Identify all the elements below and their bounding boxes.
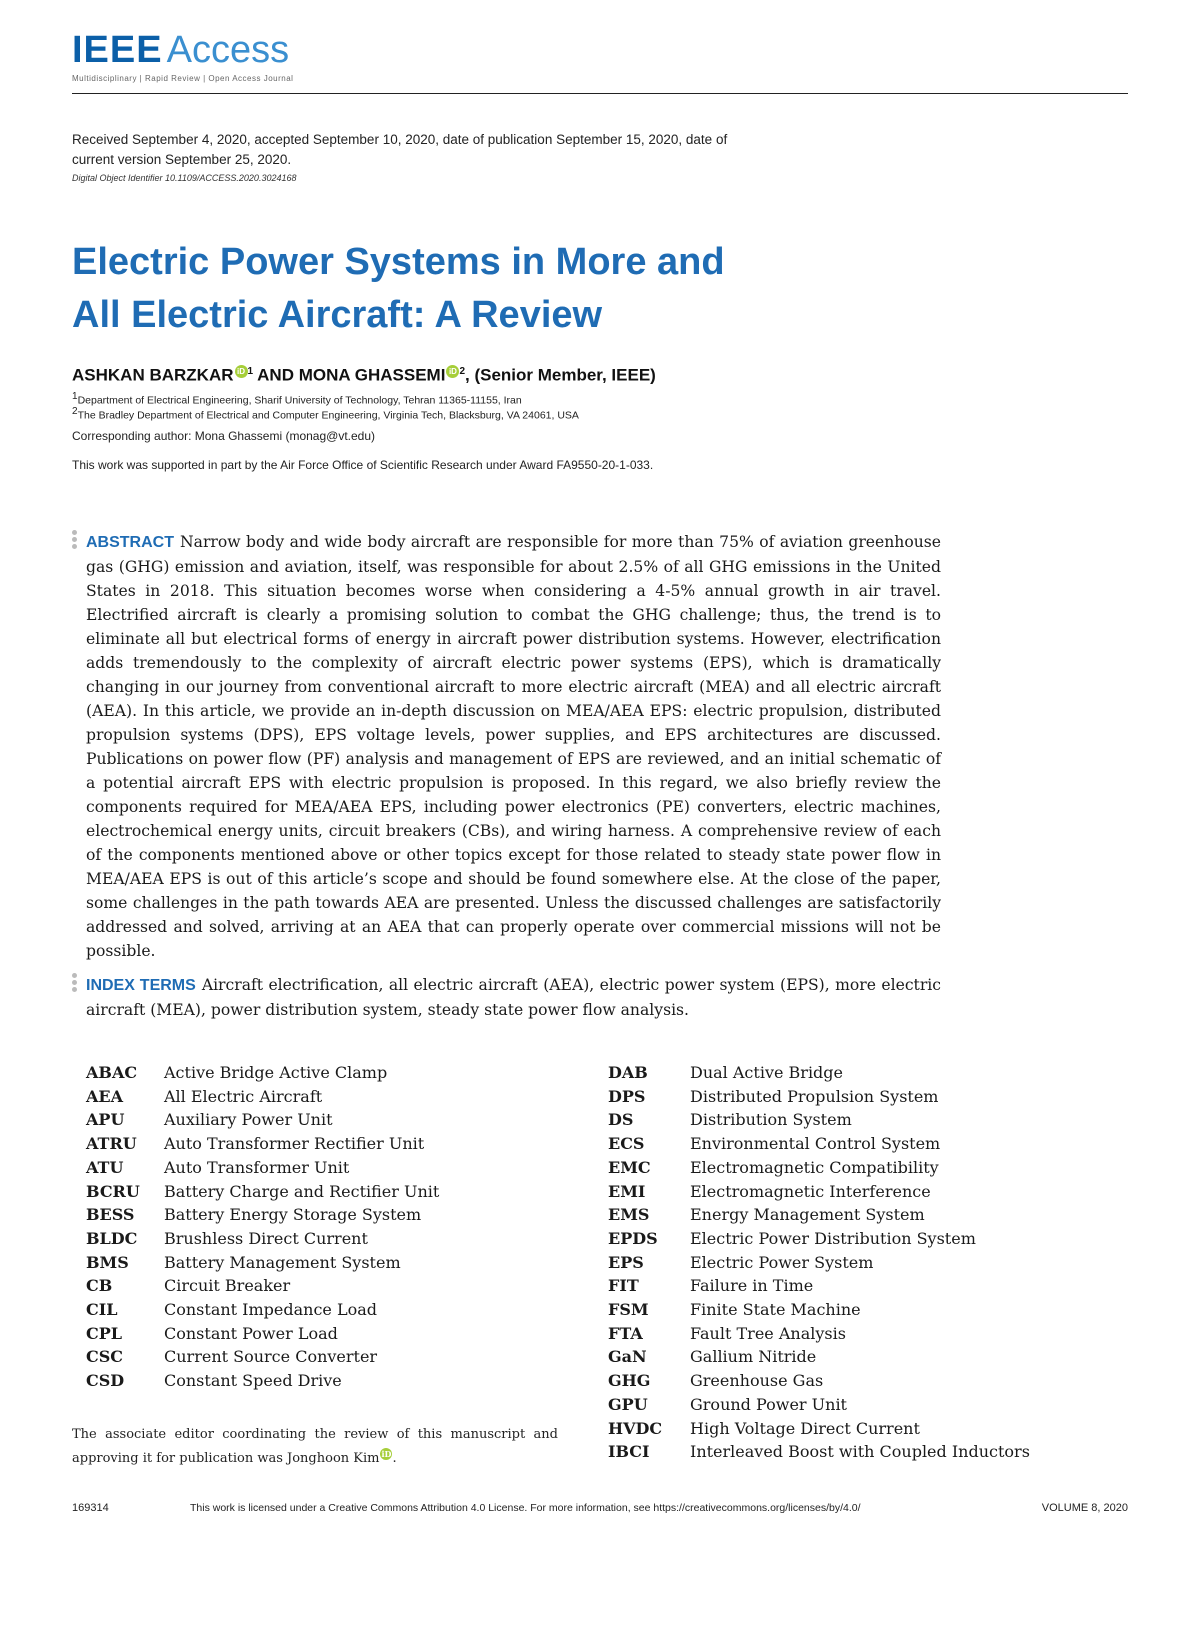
abbreviation-row [86,1061,439,1085]
abbreviation-definition: Electromagnetic Interference [690,1181,931,1201]
abbreviation-key: GHG [608,1371,651,1391]
abbreviation-key: EMS [608,1205,650,1225]
abbreviation-definition: Failure in Time [690,1276,814,1296]
abstract-text: Narrow body and wide body aircraft are responsible for more than 75% of aviation greenhouse gas (GHG) emission and aviation, itself, was responsible for about 2.5% of all GHG emissions in the United States in 2018. This situation becomes worse when considering a 4-5% annual growth in air travel. Electrified aircraft is clearly a promising solution to combat the GHG challenge; thus, the trend is to eliminate all but electrical forms of energy in aircraft power distribution systems. However, electrification adds tremendously to the complexity of aircraft electric power systems (EPS), which is dramatically changing in our journey from conventional aircraft to more electric aircraft (MEA) and all electric aircraft (AEA). In this article, we provide an in-depth discussion on MEA/AEA EPS: electric propulsion, distributed propulsion systems (DPS), EPS voltage levels, power supplies, and EPS architectures are discussed. Publications on power flow (PF) analysis and management of EPS are reviewed, and an initial schematic of a potential aircraft EPS with electric propulsion is proposed. In this regard, we also briefly review the components required for MEA/AEA EPS, including power electronics (PE) converters, electric machines, electrochemical energy units, circuit breakers (CBs), and wiring harness. A comprehensive review of each of the components mentioned above or other topics except for those related to steady state power flow in MEA/AEA EPS is out of this article’s scope and should be found somewhere else. At the close of the paper, some challenges in the path towards AEA are presented. Unless the discussed challenges are satisfactorily addressed and solved, arriving at an AEA that can properly operate over commercial missions will not be possible. [86,533,941,960]
author-joiner: AND [253,365,299,385]
journal-logo [72,30,293,70]
abbreviation-definition: Energy Management System [690,1205,925,1225]
author-1-affiliation-mark: 1 [247,366,254,377]
orcid-icon[interactable]: iD [446,365,459,378]
abbreviation-row [86,1345,439,1369]
author-2-affiliation-mark: 2 [459,366,465,377]
affiliation-2: $^2$The Bradley Department of Electrical and Computer Engineering, Virginia Tech, Blacksburg, VA 24061, USA [72,406,579,422]
corresponding-author: Corresponding author: Mona Ghassemi (monag@vt.edu) [72,429,375,443]
abbreviation-definition: Auxiliary Power Unit [164,1110,333,1130]
abbreviation-definition: Battery Energy Storage System [164,1205,422,1225]
abbreviation-definition: Gallium Nitride [690,1347,817,1367]
abbreviation-definition: Fault Tree Analysis [690,1323,846,1343]
abbreviation-row [608,1274,1030,1298]
index-terms-text: Aircraft electrification, all electric aircraft (AEA), electric power system (EPS), more electric aircraft (MEA), power distribution system, steady state power flow analysis. [86,976,942,1019]
paper-title [72,236,832,342]
abbreviation-definition: Circuit Breaker [164,1276,291,1296]
funding-note: This work was supported in part by the Air Force Office of Scientific Research under Award FA9550-20-1-033. [72,458,654,472]
abbreviation-key: DS [608,1110,634,1130]
abbreviation-definition: Constant Speed Drive [164,1371,342,1391]
abbreviation-definition: Distribution System [690,1110,852,1130]
header-rule [72,93,1128,94]
abbreviation-row [86,1227,439,1251]
abbreviation-definition: Auto Transformer Rectifier Unit [164,1134,425,1154]
abbreviation-row [86,1298,439,1322]
abbreviation-definition: Constant Impedance Load [164,1300,378,1320]
abstract-label: ABSTRACT [86,534,174,551]
abbreviation-row [608,1203,1030,1227]
abbreviation-definition: Environmental Control System [690,1134,941,1154]
doi[interactable]: Digital Object Identifier 10.1109/ACCESS.2020.3024168 [72,173,297,183]
index-terms [86,973,941,1022]
abbreviation-row [608,1227,1030,1251]
abbreviation-row [608,1156,1030,1180]
abbreviation-key: EPS [608,1252,644,1272]
abbreviation-key: CIL [86,1300,118,1320]
abbreviation-definition: Electromagnetic Compatibility [690,1157,939,1177]
abbreviation-definition: Distributed Propulsion System [690,1086,939,1106]
abbreviation-definition: Dual Active Bridge [690,1063,844,1082]
logo-access: Access [166,29,290,71]
volume-label: VOLUME 8, 2020 [1041,1502,1128,1514]
abbreviation-row [608,1061,1030,1085]
abbreviation-definition: Active Bridge Active Clamp [164,1063,388,1082]
abbreviation-key: FIT [608,1276,639,1296]
section-marker-icon [72,973,78,994]
abbreviation-key: HVDC [608,1418,663,1438]
abbreviation-row [86,1322,439,1346]
abbreviation-row [608,1345,1030,1369]
abbreviation-definition: Brushless Direct Current [164,1228,368,1248]
journal-tagline: Multidisciplinary | Rapid Review | Open Access Journal [72,74,294,83]
abbreviation-row [86,1180,439,1204]
abbreviation-row [86,1108,439,1132]
abbreviation-definition: All Electric Aircraft [164,1086,323,1106]
author-line [72,365,656,386]
author-1: ASHKAN BARZKAR [72,365,234,385]
abbreviation-key: BCRU [86,1181,140,1201]
affiliation-1: $^1$Department of Electrical Engineering, Sharif University of Technology, Tehran 11365-11155, Iran [72,391,522,407]
abbreviation-row [86,1369,439,1393]
orcid-icon[interactable]: iD [381,1448,392,1459]
abbreviation-definition: Battery Charge and Rectifier Unit [164,1181,440,1201]
abbreviation-row [86,1156,439,1180]
abbreviation-row [608,1440,1030,1464]
abbreviation-key: BESS [86,1205,135,1225]
author-membership: , (Senior Member, IEEE) [465,365,656,385]
editor-note: The associate editor coordinating the review of this manuscript and approving it for publication was Jonghoon Kim iD. [72,1427,558,1466]
abbreviation-row [608,1322,1030,1346]
abbreviation-key: APU [86,1110,125,1130]
abbreviation-row [608,1251,1030,1275]
index-terms-label: INDEX TERMS [86,977,196,994]
abbreviation-key: ABAC [86,1063,138,1082]
abbreviations-right-column [608,1061,1030,1464]
author-2: MONA GHASSEMI [298,365,446,385]
abbreviation-key: CSC [86,1347,124,1367]
orcid-icon[interactable]: iD [235,365,248,378]
abbreviation-key: CB [86,1276,113,1296]
abbreviation-key: GPU [608,1394,648,1414]
section-marker-icon [72,530,78,551]
abbreviation-key: CSD [86,1371,125,1391]
received-dates: Received September 4, 2020, accepted September 10, 2020, date of publication September 15, 2020, date of current version September 25, 2020. [72,132,728,167]
abbreviation-key: DAB [608,1063,648,1082]
abbreviation-definition: Electric Power Distribution System [690,1228,976,1248]
journal-masthead [72,30,293,83]
abbreviation-key: ECS [608,1134,645,1154]
logo-ieee: IEEE [72,29,163,71]
license-note[interactable]: This work is licensed under a Creative Commons Attribution 4.0 License. For more information, see https://creativecommons.org/licenses/by/4.0/ [190,1502,861,1514]
abstract [86,530,941,963]
abbreviation-key: ATRU [86,1134,137,1154]
abbreviation-row [608,1369,1030,1393]
abbreviation-definition: Electric Power System [690,1252,874,1272]
abbreviation-key: AEA [86,1086,124,1106]
abbreviation-key: BLDC [86,1228,138,1248]
abbreviation-key: IBCI [608,1442,650,1462]
abbreviation-key: ATU [86,1157,124,1177]
abbreviation-definition: Greenhouse Gas [690,1371,824,1391]
abbreviation-row [86,1132,439,1156]
title-line-2: All Electric Aircraft: A Review [72,294,603,336]
abbreviation-definition: Auto Transformer Unit [164,1157,350,1177]
abbreviation-row [608,1085,1030,1109]
abbreviation-definition: Ground Power Unit [690,1394,847,1414]
abbreviation-definition: Current Source Converter [164,1347,378,1367]
abbreviation-key: FSM [608,1300,649,1320]
abbreviation-definition: Battery Management System [164,1252,401,1272]
abbreviation-row [608,1132,1030,1156]
page-number: 169314 [72,1502,109,1514]
abbreviation-row [608,1417,1030,1441]
abbreviation-definition: Finite State Machine [690,1300,861,1320]
abbreviation-row [86,1203,439,1227]
abbreviation-definition: High Voltage Direct Current [690,1418,920,1438]
abbreviation-key: EMC [608,1157,651,1177]
abbreviation-key: FTA [608,1323,643,1343]
abbreviation-row [86,1085,439,1109]
abbreviation-key: EPDS [608,1228,658,1248]
abbreviation-row [86,1251,439,1275]
editor-note-text: The associate editor coordinating the review of this manuscript and approving it for publication was Jonghoon Kim [72,1427,558,1466]
abbreviation-key: EMI [608,1181,646,1201]
title-line-1: Electric Power Systems in More and [72,241,725,283]
abbreviation-row [86,1274,439,1298]
abbreviation-row [608,1393,1030,1417]
abbreviation-key: DPS [608,1086,646,1106]
abbreviation-key: BMS [86,1252,129,1272]
abbreviations-left-column [86,1061,439,1393]
abbreviation-row [608,1180,1030,1204]
abbreviation-row [608,1108,1030,1132]
abbreviation-key: GaN [608,1347,647,1367]
abbreviation-definition: Constant Power Load [164,1323,338,1343]
abbreviation-row [608,1298,1030,1322]
abbreviation-key: CPL [86,1323,123,1343]
abbreviation-definition: Interleaved Boost with Coupled Inductors [690,1442,1030,1462]
